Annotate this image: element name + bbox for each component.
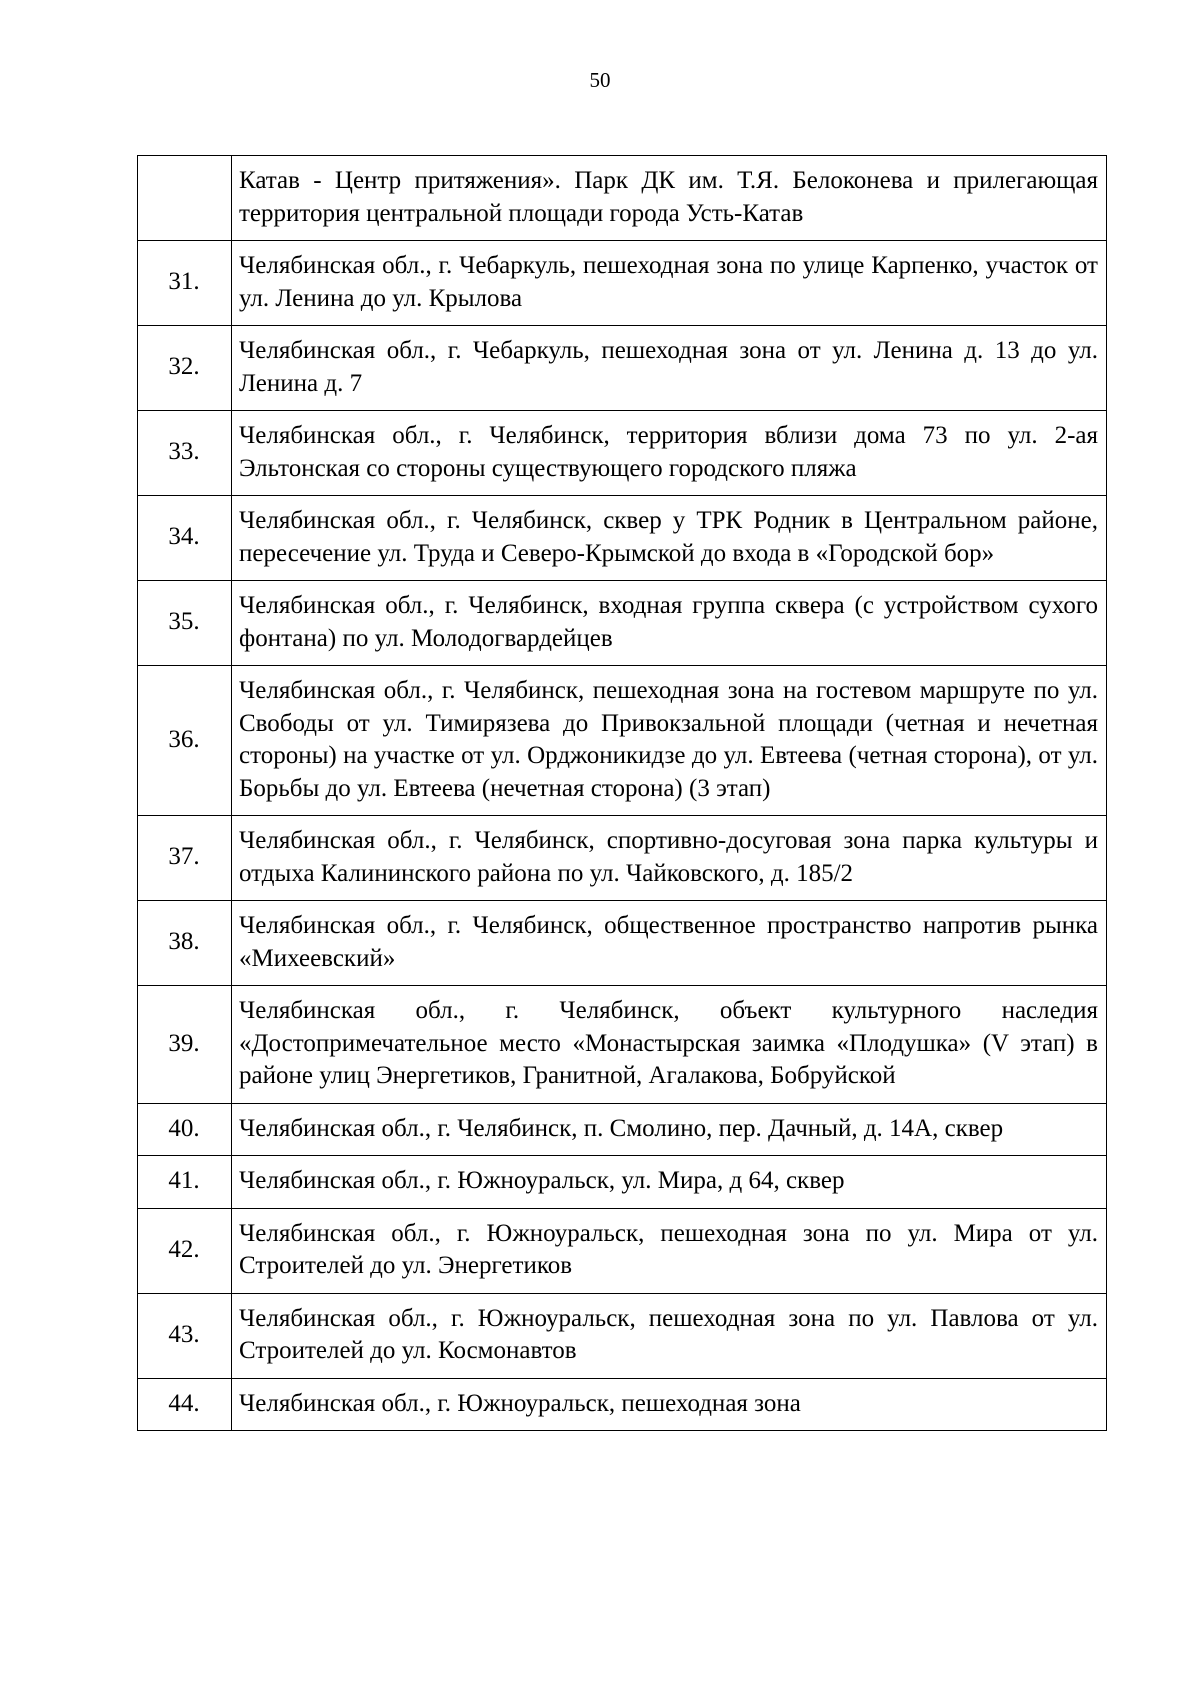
table-row	[138, 156, 1107, 241]
table-row	[138, 986, 1107, 1104]
table-row	[138, 666, 1107, 816]
objects-table	[137, 155, 1107, 1431]
table-row	[138, 1156, 1107, 1209]
table-row	[138, 496, 1107, 581]
table-row	[138, 326, 1107, 411]
table-row	[138, 1378, 1107, 1431]
row-number	[138, 156, 232, 241]
table-row	[138, 816, 1107, 901]
row-text: Челябинская обл., г. Челябинск, входная группа сквера (с устройством сухого фонтана) по ул. Молодогвардейцев	[232, 581, 1107, 666]
row-number: 32.	[138, 326, 232, 411]
table-row	[138, 581, 1107, 666]
row-text: Челябинская обл., г. Челябинск, территория вблизи дома 73 по ул. 2-ая Эльтонская со стороны существующего городского пляжа	[232, 411, 1107, 496]
row-number: 44.	[138, 1378, 232, 1431]
row-number: 33.	[138, 411, 232, 496]
row-number: 42.	[138, 1208, 232, 1293]
row-number: 41.	[138, 1156, 232, 1209]
table-row	[138, 1293, 1107, 1378]
table-row	[138, 411, 1107, 496]
row-text: Челябинская обл., г. Южноуральск, ул. Мира, д 64, сквер	[232, 1156, 1107, 1209]
row-text: Челябинская обл., г. Челябинск, п. Смолино, пер. Дачный, д. 14А, сквер	[232, 1103, 1107, 1156]
table-row	[138, 1208, 1107, 1293]
table-row	[138, 901, 1107, 986]
row-text: Челябинская обл., г. Челябинск, спортивно-досуговая зона парка культуры и отдыха Калининского района по ул. Чайковского, д. 185/2	[232, 816, 1107, 901]
row-text: Катав - Центр притяжения». Парк ДК им. Т.Я. Белоконева и прилегающая территория центральной площади города Усть-Катав	[232, 156, 1107, 241]
row-text: Челябинская обл., г. Челябинск, пешеходная зона на гостевом маршруте по ул. Свободы от ул. Тимирязева до Привокзальной площади (четная и нечетная стороны) на участке от ул. Орджоникидзе до ул. Евтеева (четная сторона), от ул. Борьбы до ул. Евтеева (нечетная сторона) (3 этап)	[232, 666, 1107, 816]
row-number: 31.	[138, 241, 232, 326]
row-text: Челябинская обл., г. Чебаркуль, пешеходная зона от ул. Ленина д. 13 до ул. Ленина д. 7	[232, 326, 1107, 411]
row-text: Челябинская обл., г. Челябинск, сквер у ТРК Родник в Центральном районе, пересечение ул. Труда и Северо-Крымской до входа в «Городской бор»	[232, 496, 1107, 581]
row-number: 40.	[138, 1103, 232, 1156]
row-number: 39.	[138, 986, 232, 1104]
table-row	[138, 1103, 1107, 1156]
row-number: 36.	[138, 666, 232, 816]
row-text: Челябинская обл., г. Южноуральск, пешеходная зона по ул. Павлова от ул. Строителей до ул. Космонавтов	[232, 1293, 1107, 1378]
row-text: Челябинская обл., г. Челябинск, объект культурного наследия «Достопримечательное место «Монастырская заимка «Плодушка» (V этап) в районе улиц Энергетиков, Гранитной, Агалакова, Бобруйской	[232, 986, 1107, 1104]
row-text: Челябинская обл., г. Южноуральск, пешеходная зона	[232, 1378, 1107, 1431]
row-number: 38.	[138, 901, 232, 986]
row-number: 37.	[138, 816, 232, 901]
page-number: 50	[589, 68, 611, 92]
row-text: Челябинская обл., г. Челябинск, общественное пространство напротив рынка «Михеевский»	[232, 901, 1107, 986]
row-number: 43.	[138, 1293, 232, 1378]
row-text: Челябинская обл., г. Южноуральск, пешеходная зона по ул. Мира от ул. Строителей до ул. Энергетиков	[232, 1208, 1107, 1293]
table-row	[138, 241, 1107, 326]
row-number: 35.	[138, 581, 232, 666]
row-number: 34.	[138, 496, 232, 581]
row-text: Челябинская обл., г. Чебаркуль, пешеходная зона по улице Карпенко, участок от ул. Ленина до ул. Крылова	[232, 241, 1107, 326]
